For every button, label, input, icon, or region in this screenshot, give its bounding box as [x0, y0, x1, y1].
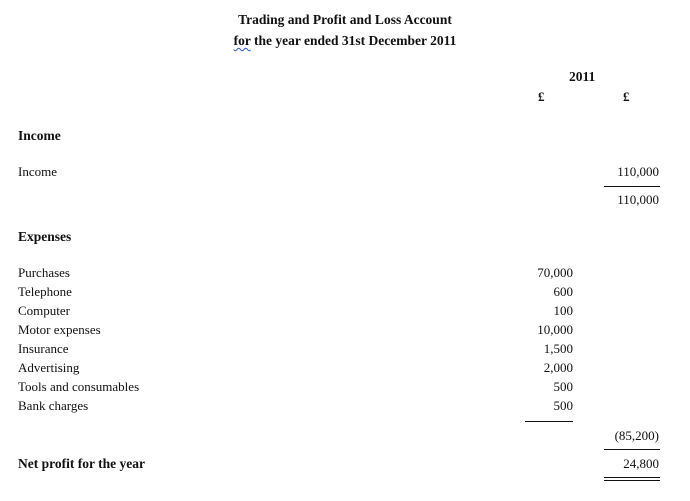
net-profit-double-rule-top [604, 477, 660, 478]
net-profit-value: 24,800 [623, 456, 659, 471]
expense-label: Insurance [18, 341, 69, 356]
expense-label: Advertising [18, 360, 80, 375]
expense-value: 70,000 [537, 265, 573, 280]
net-profit-label: Net profit for the year [18, 456, 145, 471]
net-profit-double-rule-bottom [604, 480, 660, 481]
income-line-value: 110,000 [617, 164, 659, 179]
expense-value: 600 [553, 284, 573, 299]
currency-header-total: £ [623, 89, 630, 104]
expense-value: 2,000 [543, 360, 573, 375]
year-column-header: 2011 [569, 69, 596, 84]
document-title: Trading and Profit and Loss Account [238, 12, 452, 27]
expense-value: 1,500 [543, 341, 573, 356]
expense-label: Bank charges [18, 398, 89, 413]
expense-value: 10,000 [537, 322, 573, 337]
expense-label: Computer [18, 303, 70, 318]
income-total-value: 110,000 [617, 192, 659, 207]
currency-header-detail: £ [538, 89, 545, 104]
expenses-heading: Expenses [18, 229, 72, 244]
spellcheck-flagged-word: for [233, 33, 251, 48]
expense-label: Tools and consumables [18, 379, 140, 394]
expenses-subtotal-rule [525, 421, 573, 422]
net-profit-rule [604, 449, 660, 450]
expense-label: Motor expenses [18, 322, 101, 337]
expense-value: 500 [553, 379, 573, 394]
expense-label: Purchases [18, 265, 70, 280]
subtitle-text: the year ended 31st December 2011 [250, 33, 457, 48]
expenses-total-value: (85,200) [614, 428, 659, 443]
document-subtitle [0, 33, 690, 49]
income-subtotal-rule [604, 186, 660, 187]
expense-value: 500 [553, 398, 573, 413]
income-heading: Income [18, 128, 61, 143]
income-line-label: Income [18, 164, 57, 179]
expense-value: 100 [553, 303, 573, 318]
expense-label: Telephone [18, 284, 72, 299]
